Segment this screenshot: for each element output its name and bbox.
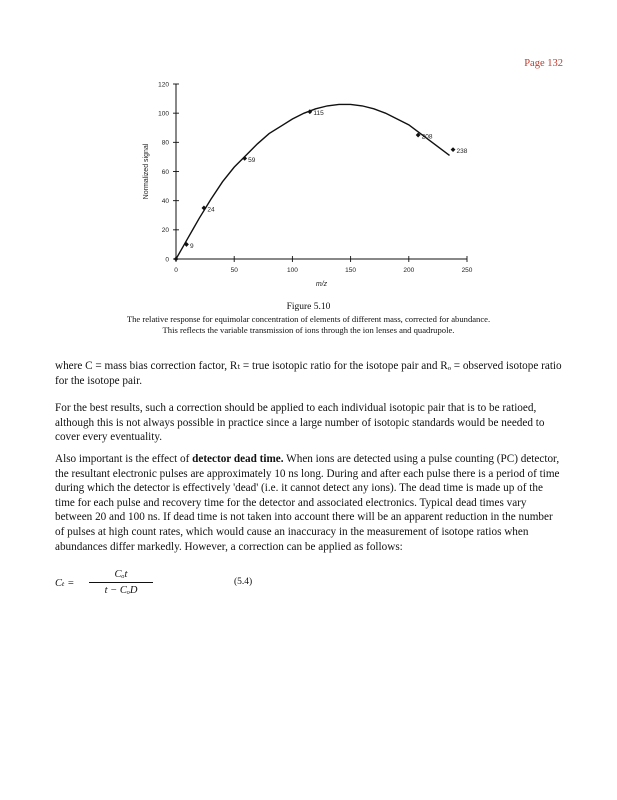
data-point <box>242 156 247 161</box>
y-tick-label: 60 <box>161 168 169 176</box>
y-tick-label: 20 <box>161 227 169 235</box>
data-point-label: 115 <box>313 110 324 118</box>
data-point <box>451 147 456 152</box>
fraction-bar <box>89 582 153 583</box>
equation-numerator: Cₒt <box>114 569 128 580</box>
paragraph-mass-bias: where C = mass bias correction factor, Rₜ = true isotopic ratio for the isotope pair and Rₒ = observed isotope ratio for the isotope pair. <box>55 360 562 387</box>
x-tick-label: 150 <box>345 267 357 274</box>
equation-lhs: Cₜ = <box>55 578 75 589</box>
x-tick-label: 200 <box>403 267 415 274</box>
figure-caption: The relative response for equimolar concentration of elements of different mass, corrected for abundance. This reflects the variable transmission of ions through the ion lenses and quadrupole. <box>126 314 491 335</box>
x-tick-label: 100 <box>286 267 298 274</box>
dead-time-lead: Also important is the effect of <box>55 453 193 465</box>
y-tick-label: 120 <box>158 81 169 89</box>
paragraph-correction-advice: For the best results, such a correction should be applied to each individual isotopic pair that is to be ratioed, although this is not always possible in practice since a large number of isotopic standards would be needed to cover every eventuality. <box>55 402 545 444</box>
data-point-label: 59 <box>248 156 256 164</box>
equation-denominator: t − CₒD <box>104 585 138 596</box>
equation-number: (5.4) <box>234 577 253 587</box>
equation-fraction <box>89 568 153 597</box>
y-tick-label: 80 <box>161 139 169 147</box>
data-point <box>202 206 207 211</box>
fitted-curve-line <box>176 104 450 259</box>
y-axis-title: Normalized signal <box>143 143 150 200</box>
data-point-label: 9 <box>189 242 194 250</box>
data-point-label: 24 <box>207 206 215 214</box>
dead-time-term: detector dead time. <box>192 453 284 465</box>
data-point-label: 208 <box>421 133 433 141</box>
x-axis-title: m/z <box>315 281 328 288</box>
y-tick-label: 40 <box>161 197 169 205</box>
paragraph-dead-time <box>55 452 563 554</box>
x-tick-label: 0 <box>174 267 178 274</box>
y-tick-label: 0 <box>165 256 169 264</box>
x-tick-label: 50 <box>230 267 238 274</box>
figure-caption-block <box>120 302 497 336</box>
data-point-label: 238 <box>456 148 468 156</box>
y-tick-label: 100 <box>158 110 169 118</box>
equation-5-4 <box>55 568 315 602</box>
figure-chart <box>138 72 483 298</box>
page-number: Page 132 <box>524 58 563 69</box>
figure-number: Figure 5.10 <box>286 302 331 312</box>
dead-time-text: When ions are detected using a pulse counting (PC) detector, the resultant electronic pulses are approximately 10 ns long. During and after each pulse there is a period of time during which the detector is effectively 'dead' (i.e. it cannot detect any ions). The dead time is made up of the time for each pulse and recovery time for the detector and associated electronics. Typical dead times vary between 20 and 100 ns. If dead time is not taken into account there will be an apparent reduction in the number of pulses at high count rates, which would cause an inaccuracy in the measurement of isotope ratios when abundances differ markedly. However, a correction can be applied as follows: <box>55 453 560 553</box>
x-tick-label: 250 <box>461 267 473 274</box>
